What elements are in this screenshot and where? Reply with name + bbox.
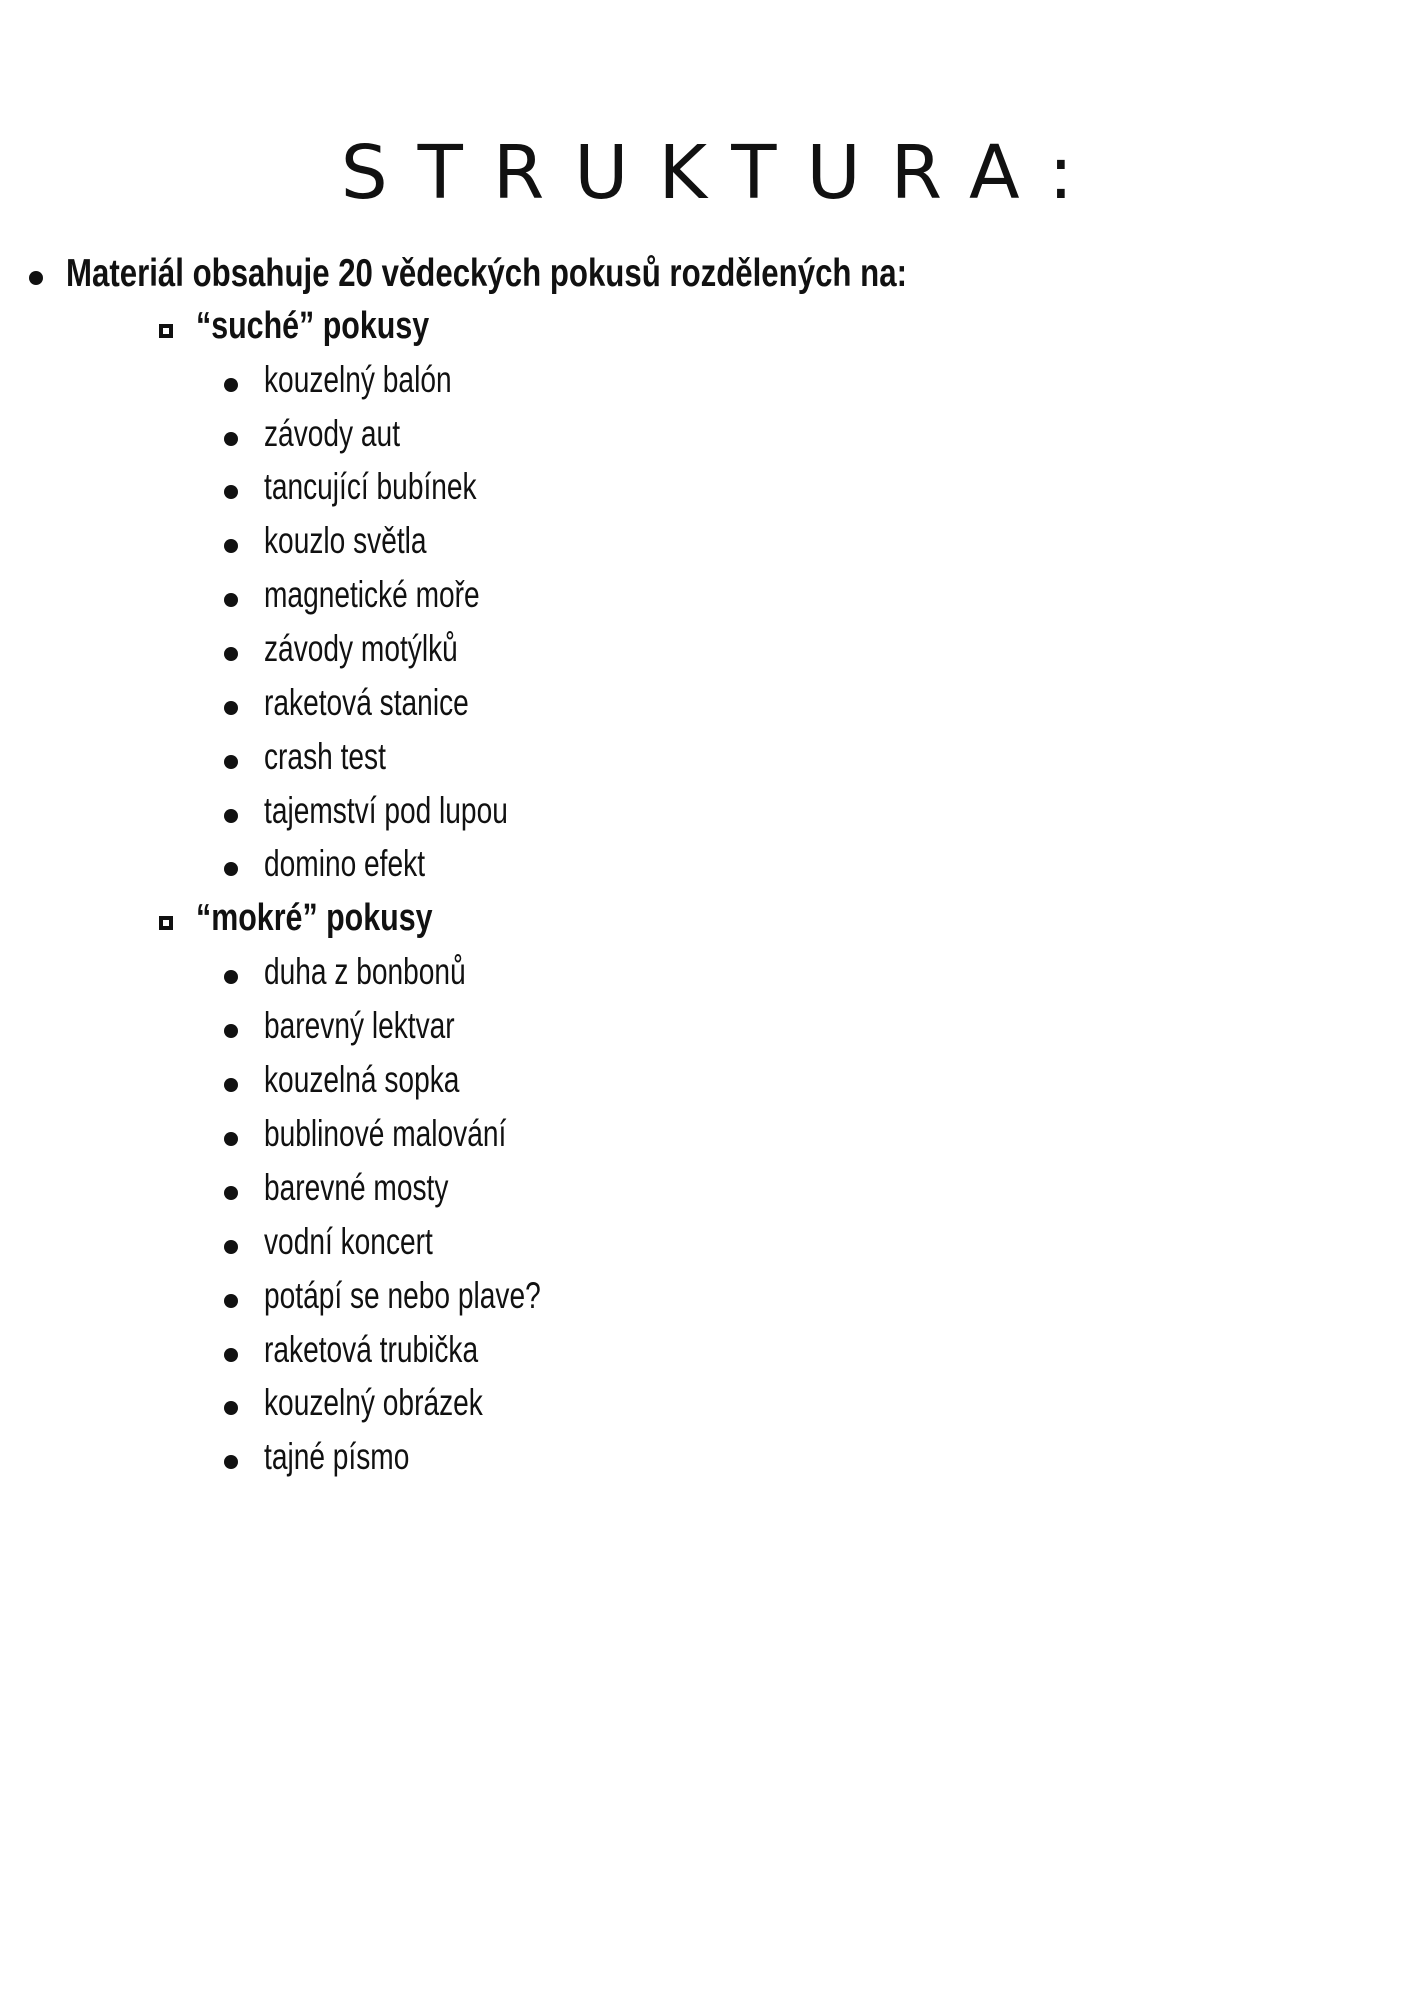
bullet-icon (224, 1240, 238, 1254)
list-item: crash test (264, 736, 386, 777)
bullet-icon (224, 647, 238, 661)
bullet-icon (224, 809, 238, 823)
list-item: tancující bubínek (264, 466, 477, 507)
square-bullet-icon (159, 324, 173, 338)
list-item: magnetické moře (264, 574, 480, 615)
list-item: kouzelný obrázek (264, 1382, 483, 1423)
group-label-dry: “suché” pokusy (196, 305, 430, 347)
bullet-icon (224, 1348, 238, 1362)
list-item: kouzelný balón (264, 359, 452, 400)
list-item: potápí se nebo plave? (264, 1275, 541, 1316)
bullet-icon (224, 539, 238, 553)
bullet-icon (224, 593, 238, 607)
list-item: barevné mosty (264, 1167, 449, 1208)
list-item: bublinové malování (264, 1113, 507, 1154)
bullet-icon (224, 378, 238, 392)
list-item: tajemství pod lupou (264, 790, 508, 831)
bullet-icon (224, 1294, 238, 1308)
bullet-icon (224, 1132, 238, 1146)
bullet-icon (224, 1186, 238, 1200)
list-item: raketová stanice (264, 682, 469, 723)
bullet-icon (224, 1455, 238, 1469)
bullet-icon (224, 701, 238, 715)
bullet-icon (224, 1078, 238, 1092)
bullet-icon (224, 1024, 238, 1038)
list-item: vodní koncert (264, 1221, 433, 1262)
list-item: kouzelná sopka (264, 1059, 460, 1100)
group-label-wet: “mokré” pokusy (196, 897, 433, 939)
list-item: tajné písmo (264, 1436, 410, 1477)
list-item: kouzlo světla (264, 520, 427, 561)
list-item: závody aut (264, 413, 401, 454)
bullet-icon (224, 862, 238, 876)
bullet-icon (224, 485, 238, 499)
bullet-icon (224, 970, 238, 984)
list-item: raketová trubička (264, 1329, 479, 1370)
bullet-icon (224, 755, 238, 769)
bullet-icon (224, 432, 238, 446)
square-bullet-icon (159, 916, 173, 930)
list-item: barevný lektvar (264, 1005, 455, 1046)
bullet-icon (224, 1401, 238, 1415)
list-item: domino efekt (264, 843, 426, 884)
page-title: STRUKTURA: (340, 130, 1104, 216)
bullet-icon (29, 271, 43, 285)
intro-text: Materiál obsahuje 20 vědeckých pokusů rozdělených na: (66, 252, 907, 295)
list-item: duha z bonbonů (264, 951, 466, 992)
list-item: závody motýlků (264, 628, 458, 669)
